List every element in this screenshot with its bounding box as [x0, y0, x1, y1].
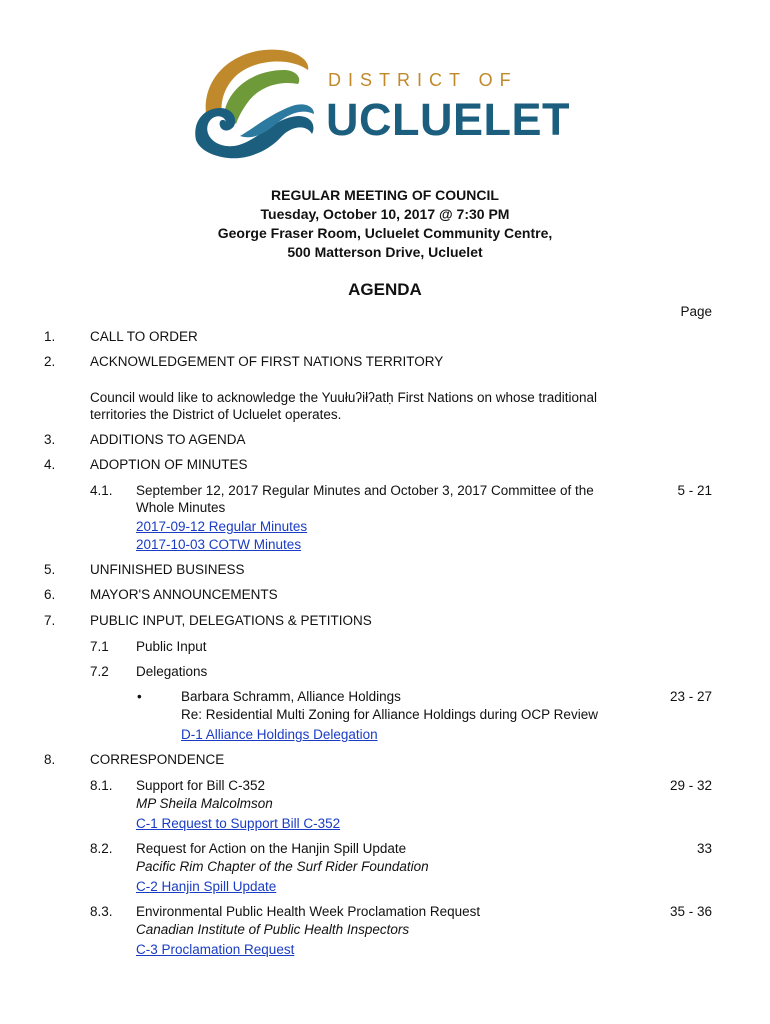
- item-number: 2.: [44, 354, 56, 369]
- subitem-number: 7.1: [90, 639, 109, 654]
- logo-main-text: UCLUELET: [326, 94, 570, 145]
- item-number: 4.: [44, 457, 56, 472]
- correspondence-link[interactable]: C-3 Proclamation Request: [136, 942, 295, 957]
- delegation-link[interactable]: D-1 Alliance Holdings Delegation: [181, 727, 378, 742]
- correspondence-link[interactable]: C-2 Hanjin Spill Update: [136, 879, 277, 894]
- item-number: 7.: [44, 613, 56, 628]
- item-title: UNFINISHED BUSINESS: [90, 562, 245, 577]
- correspondence-from: Canadian Institute of Public Health Inspectors: [136, 922, 410, 937]
- subitem-title: Public Input: [136, 639, 207, 654]
- page-range: 29 - 32: [669, 778, 712, 793]
- item-number: 8.: [44, 752, 56, 767]
- ucluelet-emblem-icon: [188, 44, 318, 164]
- subitem-title: Environmental Public Health Week Proclamation Request: [136, 904, 481, 919]
- subitem-number: 4.1.: [90, 483, 113, 498]
- page-range: 33: [696, 841, 712, 856]
- correspondence-from: Pacific Rim Chapter of the Surf Rider Foundation: [136, 859, 429, 874]
- acknowledgement-text: Council would like to acknowledge the Yuułuʔiłʔatḥ First Nations on whose traditional: [90, 390, 598, 405]
- subitem-title: Support for Bill C-352: [136, 778, 266, 793]
- page-range: 35 - 36: [669, 904, 712, 919]
- subitem-number: 8.3.: [90, 904, 113, 919]
- regular-minutes-link[interactable]: 2017-09-12 Regular Minutes: [136, 519, 308, 534]
- delegation-subject: Re: Residential Multi Zoning for Alliance Holdings during OCP Review: [181, 707, 598, 722]
- item-title: MAYOR'S ANNOUNCEMENTS: [90, 587, 278, 602]
- meeting-room: George Fraser Room, Ucluelet Community Centre,: [217, 225, 553, 241]
- item-title: PUBLIC INPUT, DELEGATIONS & PETITIONS: [90, 613, 372, 628]
- item-number: 3.: [44, 432, 56, 447]
- item-title: CORRESPONDENCE: [90, 752, 225, 767]
- page-column-header: Page: [680, 304, 712, 319]
- item-title: ADDITIONS TO AGENDA: [90, 432, 246, 447]
- subitem-number: 8.2.: [90, 841, 113, 856]
- logo-top-text: DISTRICT OF: [328, 70, 518, 90]
- item-title: CALL TO ORDER: [90, 329, 198, 344]
- bullet: •: [137, 689, 142, 704]
- acknowledgement-text: territories the District of Ucluelet operates.: [90, 407, 342, 422]
- subitem-number: 7.2: [90, 664, 109, 679]
- item-number: 6.: [44, 587, 56, 602]
- district-logo: [188, 44, 578, 164]
- page-range: 5 - 21: [677, 483, 712, 498]
- item-number: 5.: [44, 562, 56, 577]
- cotw-minutes-link[interactable]: 2017-10-03 COTW Minutes: [136, 537, 302, 552]
- agenda-title: AGENDA: [348, 280, 422, 299]
- item-number: 1.: [44, 329, 56, 344]
- subitem-title: Request for Action on the Hanjin Spill Update: [136, 841, 407, 856]
- meeting-address: 500 Matterson Drive, Ucluelet: [287, 244, 483, 260]
- item-title: ADOPTION OF MINUTES: [90, 457, 248, 472]
- delegation-name: Barbara Schramm, Alliance Holdings: [181, 689, 401, 704]
- subitem-title: Delegations: [136, 664, 208, 679]
- subitem-title: Whole Minutes: [136, 500, 226, 515]
- correspondence-from: MP Sheila Malcolmson: [136, 796, 273, 811]
- subitem-title: September 12, 2017 Regular Minutes and October 3, 2017 Committee of the: [136, 483, 594, 498]
- meeting-date: Tuesday, October 10, 2017 @ 7:30 PM: [260, 206, 510, 222]
- meeting-title: REGULAR MEETING OF COUNCIL: [271, 187, 499, 203]
- page-range: 23 - 27: [669, 689, 712, 704]
- item-title: ACKNOWLEDGEMENT OF FIRST NATIONS TERRITORY: [90, 354, 444, 369]
- subitem-number: 8.1.: [90, 778, 113, 793]
- correspondence-link[interactable]: C-1 Request to Support Bill C-352: [136, 816, 341, 831]
